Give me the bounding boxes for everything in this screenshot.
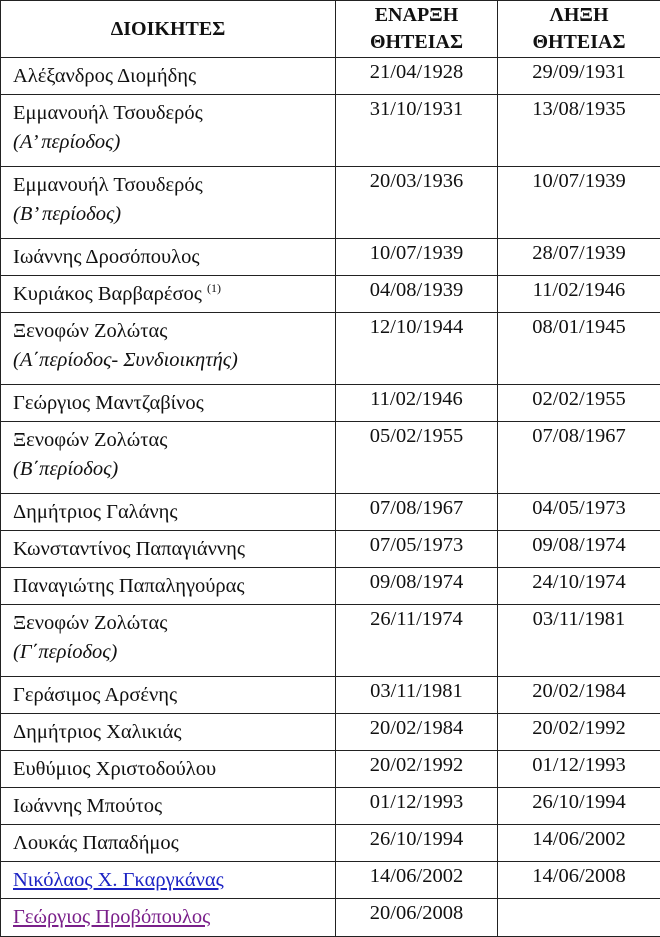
governor-name-cell[interactable] bbox=[1, 862, 336, 899]
term-start-date: 31/10/1931 bbox=[336, 95, 498, 167]
governor-name-cell bbox=[1, 313, 336, 385]
term-start-date: 20/03/1936 bbox=[336, 167, 498, 239]
governor-name: Λουκάς Παπαδήμος bbox=[13, 832, 179, 854]
term-start-date: 26/10/1994 bbox=[336, 825, 498, 862]
term-start-date: 10/07/1939 bbox=[336, 239, 498, 276]
table-row bbox=[1, 751, 660, 788]
term-start-date: 20/02/1992 bbox=[336, 751, 498, 788]
term-end-date: 01/12/1993 bbox=[498, 751, 660, 788]
footnote-marker: (1) bbox=[207, 281, 221, 295]
governor-name-cell bbox=[1, 385, 336, 422]
term-start-date: 11/02/1946 bbox=[336, 385, 498, 422]
term-end-date: 20/02/1984 bbox=[498, 677, 660, 714]
governor-name-cell bbox=[1, 422, 336, 494]
governor-name-cell bbox=[1, 494, 336, 531]
term-start-date: 20/02/1984 bbox=[336, 714, 498, 751]
governor-name: Κυριάκος Βαρβαρέσος bbox=[13, 283, 202, 305]
governor-name-cell bbox=[1, 167, 336, 239]
governor-name: Ξενοφών Ζολώτας bbox=[13, 612, 167, 634]
table-row bbox=[1, 239, 660, 276]
term-period: (Γ΄περίοδος) bbox=[13, 638, 335, 667]
governor-name: Δημήτριος Χαλικιάς bbox=[13, 721, 182, 743]
governor-name: Ξενοφών Ζολώτας bbox=[13, 429, 167, 451]
term-start-date: 20/06/2008 bbox=[336, 899, 498, 937]
governor-name: Εμμανουήλ Τσουδερός bbox=[13, 102, 203, 124]
header-row bbox=[1, 1, 660, 58]
governor-name: Ευθύμιος Χριστοδούλου bbox=[13, 758, 216, 780]
term-start-date: 09/08/1974 bbox=[336, 568, 498, 605]
governor-name-cell[interactable] bbox=[1, 899, 336, 937]
governor-name: Εμμανουήλ Τσουδερός bbox=[13, 174, 203, 196]
term-end-date: 03/11/1981 bbox=[498, 605, 660, 677]
term-period: (Α΄περίοδος- Συνδιοικητής) bbox=[13, 346, 335, 375]
term-end-date bbox=[498, 899, 660, 937]
term-end-date: 10/07/1939 bbox=[498, 167, 660, 239]
term-end-date: 26/10/1994 bbox=[498, 788, 660, 825]
term-start-date: 07/05/1973 bbox=[336, 531, 498, 568]
governor-name-cell bbox=[1, 58, 336, 95]
term-end-date: 20/02/1992 bbox=[498, 714, 660, 751]
term-end-date: 04/05/1973 bbox=[498, 494, 660, 531]
term-end-date: 13/08/1935 bbox=[498, 95, 660, 167]
term-start-date: 14/06/2002 bbox=[336, 862, 498, 899]
term-end-date: 14/06/2008 bbox=[498, 862, 660, 899]
governor-name-cell bbox=[1, 751, 336, 788]
governor-name-cell bbox=[1, 276, 336, 313]
governor-link[interactable]: Γεώργιος Προβόπουλος bbox=[13, 906, 210, 928]
governor-name-cell bbox=[1, 239, 336, 276]
governor-name-cell bbox=[1, 95, 336, 167]
governor-name: Δημήτριος Γαλάνης bbox=[13, 501, 177, 523]
governor-name: Ξενοφών Ζολώτας bbox=[13, 320, 167, 342]
governor-name-cell bbox=[1, 788, 336, 825]
governor-name-cell bbox=[1, 677, 336, 714]
governor-link[interactable]: Νικόλαος Χ. Γκαργκάνας bbox=[13, 869, 224, 891]
term-end-date: 29/09/1931 bbox=[498, 58, 660, 95]
term-start-date: 26/11/1974 bbox=[336, 605, 498, 677]
table-row bbox=[1, 276, 660, 313]
term-end-date: 02/02/1955 bbox=[498, 385, 660, 422]
governor-name: Ιωάννης Μπούτος bbox=[13, 795, 162, 817]
table-row bbox=[1, 862, 660, 899]
table-row bbox=[1, 677, 660, 714]
term-period: (Β’ περίοδος) bbox=[13, 200, 335, 229]
term-end-date: 28/07/1939 bbox=[498, 239, 660, 276]
term-end-date: 24/10/1974 bbox=[498, 568, 660, 605]
term-end-date: 08/01/1945 bbox=[498, 313, 660, 385]
table-row bbox=[1, 825, 660, 862]
term-end-date: 14/06/2002 bbox=[498, 825, 660, 862]
table-row bbox=[1, 788, 660, 825]
table-row bbox=[1, 531, 660, 568]
term-start-date: 05/02/1955 bbox=[336, 422, 498, 494]
table-row bbox=[1, 167, 660, 239]
governor-name: Κωνσταντίνος Παπαγιάννης bbox=[13, 538, 245, 560]
term-start-date: 12/10/1944 bbox=[336, 313, 498, 385]
term-start-date: 03/11/1981 bbox=[336, 677, 498, 714]
term-period: (Β΄περίοδος) bbox=[13, 455, 335, 484]
table-row bbox=[1, 95, 660, 167]
governor-name: Ιωάννης Δροσόπουλος bbox=[13, 246, 199, 268]
governor-name: Παναγιώτης Παπαληγούρας bbox=[13, 575, 245, 597]
term-end-date: 09/08/1974 bbox=[498, 531, 660, 568]
table-row bbox=[1, 568, 660, 605]
term-start-date: 21/04/1928 bbox=[336, 58, 498, 95]
governor-name-cell bbox=[1, 531, 336, 568]
table-row bbox=[1, 385, 660, 422]
table-row bbox=[1, 714, 660, 751]
header-start: ΕΝΑΡΞΗ ΘΗΤΕΙΑΣ bbox=[336, 1, 498, 58]
header-governors: ΔΙΟΙΚΗΤΕΣ bbox=[1, 1, 336, 58]
governor-name: Αλέξανδρος Διομήδης bbox=[13, 65, 196, 87]
governor-name-cell bbox=[1, 568, 336, 605]
header-end: ΛΗΞΗ ΘΗΤΕΙΑΣ bbox=[498, 1, 660, 58]
table-row bbox=[1, 605, 660, 677]
term-start-date: 01/12/1993 bbox=[336, 788, 498, 825]
table-row bbox=[1, 313, 660, 385]
governor-name: Γεράσιμος Αρσένης bbox=[13, 684, 177, 706]
governor-name-cell bbox=[1, 714, 336, 751]
table-row bbox=[1, 58, 660, 95]
table-row bbox=[1, 899, 660, 937]
governor-name-cell bbox=[1, 605, 336, 677]
table-row bbox=[1, 422, 660, 494]
governor-name: Γεώργιος Μαντζαβίνος bbox=[13, 392, 204, 414]
term-start-date: 04/08/1939 bbox=[336, 276, 498, 313]
term-end-date: 07/08/1967 bbox=[498, 422, 660, 494]
term-period: (Α’ περίοδος) bbox=[13, 128, 335, 157]
governor-name-cell bbox=[1, 825, 336, 862]
term-start-date: 07/08/1967 bbox=[336, 494, 498, 531]
table-row bbox=[1, 494, 660, 531]
term-end-date: 11/02/1946 bbox=[498, 276, 660, 313]
